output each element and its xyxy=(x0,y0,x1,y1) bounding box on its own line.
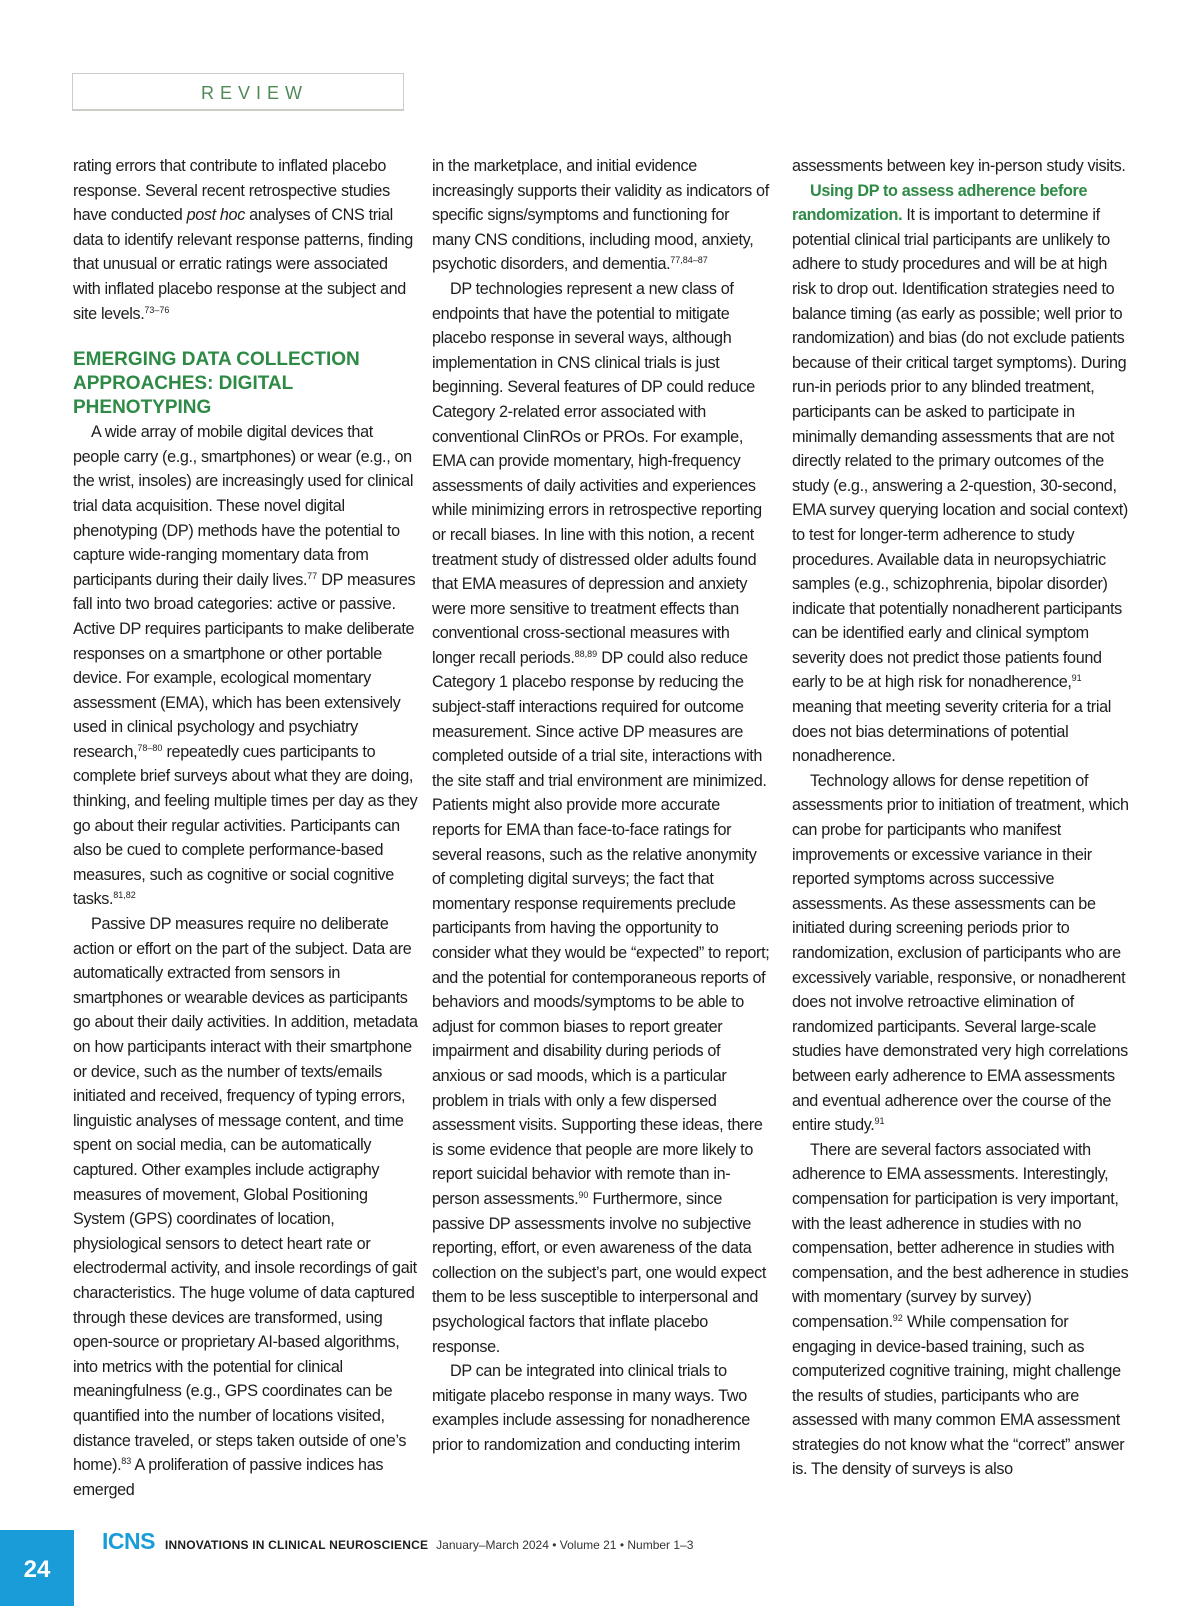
paragraph: There are several factors associated with adherence to EMA assessments. Interestingly, compensation for participation is very important, with the least adherence in studies with no compensation, better adherence in studies with compensation, and the best adherence in studies with momentary (survey by survey) compensation.$^{92}$ While compensation for engaging in device-based training, such as computerized cognitive training, might challenge the results of studies, participants who are assessed with many common EMA assessment strategies do not know what the “correct” answer is. The density of surveys is also xyxy=(792,1140,1129,1479)
section-heading: EMERGING DATA COLLECTION APPROACHES: DIGITAL PHENOTYPING xyxy=(73,349,360,419)
citation: 83 xyxy=(121,1456,132,1467)
paragraph: Passive DP measures require no deliberate action or effort on the part of the subject. Data are automatically extracted from sensors in smartphones or wearable devices as participants go about their daily activities. In addition, metadata on how participants interact with their smartphone or device, such as the number of texts/emails initiated and received, frequency of typing errors, linguistic analyses of message content, and time spent on social media, can be automatically captured. Other examples include actigraphy measures of movement, Global Positioning System (GPS) coordinates of location, physiological sensors to detect heart rate or electrodermal activity, and insole recordings of gait characteristics. The huge volume of data captured through these devices are transformed, using open-source or proprietary AI-based algorithms, into metrics with the potential for clinical meaningfulness (e.g., GPS coordinates can be quantified into the number of locations visited, distance traveled, or steps taken outside of one’s home).$^{83}$ A proliferation of passive indices has emerged xyxy=(73,915,418,1499)
citation: 91 xyxy=(874,1116,885,1127)
paragraph: DP can be integrated into clinical trials to mitigate placebo response in many ways. Two examples include assessing for nonadherence prior to randomization and conducting interim xyxy=(432,1362,750,1454)
citation: 78–80 xyxy=(137,742,163,753)
citation: 88,89 xyxy=(574,648,598,659)
column-3 xyxy=(792,154,1130,1482)
paragraph: assessments between key in-person study visits. xyxy=(792,157,1126,175)
paragraph: in the marketplace, and initial evidence increasingly supports their validity as indicators of specific signs/symptoms and functioning for many CNS conditions, including mood, anxiety, psychotic disorders, and dementia.$^{77,84-87}$ xyxy=(432,157,769,274)
citation: 90 xyxy=(578,1189,589,1200)
run-in-heading: Using DP to assess adherence before randomization. xyxy=(792,181,1088,225)
citation: 81,82 xyxy=(113,890,136,901)
issue-info: January–March 2024 • Volume 21 • Number 1–3 xyxy=(436,1538,694,1552)
column-2 xyxy=(432,154,770,1457)
running-footer xyxy=(102,1528,693,1560)
citation: 92 xyxy=(892,1312,903,1323)
journal-name: INNOVATIONS IN CLINICAL NEUROSCIENCE xyxy=(164,1538,429,1552)
journal-logo: ICNS xyxy=(102,1528,155,1554)
section-label: REVIEW xyxy=(72,73,404,111)
paragraph: Using DP to assess adherence before randomization. It is important to determine if potential clinical trial participants are unlikely to adhere to study procedures and will be at high risk to drop out. Identification strategies need to balance timing (as early as possible; well prior to randomization) and bias (do not exclude patients because of their critical target symptoms). During run-in periods prior to any blinded treatment, participants can be asked to participate in minimally demanding assessments that are not directly related to the primary outcomes of the study (e.g., answering a 2-question, 30-second, EMA survey querying location and social context) to test for longer-term adherence to study procedures. Available data in neuropsychiatric samples (e.g., schizophrenia, bipolar disorder) indicate that potentially nonadherent participants can be identified early and clinical symptom severity does not predict those patients found early to be at high risk for nonadherence,$^{91}$ meaning that meeting severity criteria for a trial does not bias determinations of potential nonadherence. xyxy=(792,181,1128,766)
paragraph: rating errors that contribute to inflated placebo response. Several recent retrospective studies have conducted post hoc analyses of CNS trial data to identify relevant response patterns, finding that unusual or erratic ratings were associated with inflated placebo response at the subject and site levels.$^{73-76}$ xyxy=(73,157,413,323)
column-1 xyxy=(73,154,419,1502)
paragraph: A wide array of mobile digital devices that people carry (e.g., smartphones) or wear (e.g., on the wrist, insoles) are increasingly used for clinical trial data acquisition. These novel digital phenotyping (DP) methods have the potential to capture wide-ranging momentary data from participants during their daily lives.$^{77}$ DP measures fall into two broad categories: active or passive. Active DP requires participants to make deliberate responses on a smartphone or other portable device. For example, ecological momentary assessment (EMA), which has been extensively used in clinical psychology and psychiatry research,$^{78-80}$ repeatedly cues participants to complete brief surveys about what they are doing, thinking, and feeling multiple times per day as they go about their regular activities. Participants can also be cued to complete performance-based measures, such as cognitive or social cognitive tasks.$^{81,82}$ xyxy=(73,423,418,909)
citation: 77 xyxy=(307,570,318,581)
paragraph: DP technologies represent a new class of endpoints that have the potential to mitigate placebo response in several ways, although implementation in CNS clinical trials is just beginning. Several features of DP could reduce Category 2-related error associated with conventional ClinROs or PROs. For example, EMA can provide momentary, high-frequency assessments of daily activities and experiences while minimizing errors in retrospective reporting or recall biases. In line with this notion, a recent treatment study of distressed older adults found that EMA measures of depression and anxiety were more sensitive to treatment effects than conventional cross-sectional measures with longer recall periods.$^{88,89}$ DP could also reduce Category 1 placebo response by reducing the subject-staff interactions required for outcome measurement. Since active DP measures are completed outside of a trial site, interactions with the site staff and trial environment are minimized. Patients might also provide more accurate reports for EMA than face-to-face ratings for several reasons, such as the relative anonymity of completing digital surveys; the fact that momentary response requirements preclude participants from having the opportunity to consider what they would be “expected” to report; and the potential for contemporaneous reports of behaviors and moods/symptoms to be able to adjust for common biases to report greater impairment and disability during periods of anxious or sad moods, which is a particular problem in trials with only a few dispersed assessment visits. Supporting these ideas, there is some evidence that people are more likely to report suicidal behavior with remote than in-person assessments.$^{90}$ Furthermore, since passive DP assessments involve no subjective reporting, effort, or even awareness of the data collection on the subject’s part, one would expect them to be less susceptible to interpersonal and psychological factors that inflate placebo response. xyxy=(432,279,770,1356)
citation: 91 xyxy=(1071,673,1082,684)
citation: 73–76 xyxy=(144,304,170,315)
citation: 77,84–87 xyxy=(670,255,708,266)
page-number: 24 xyxy=(23,1556,51,1583)
paragraph: Technology allows for dense repetition of assessments prior to initiation of treatment, which can probe for participants who manifest improvements or excessive variance in their reported symptoms across successive assessments. As these assessments can be initiated during screening periods prior to randomization, exclusion of participants who are excessively variable, responsive, or nonadherent does not involve retroactive elimination of randomized participants. Several large-scale studies have demonstrated very high correlations between early adherence to EMA assessments and eventual adherence over the course of the entire study.$^{91}$ xyxy=(792,771,1129,1135)
